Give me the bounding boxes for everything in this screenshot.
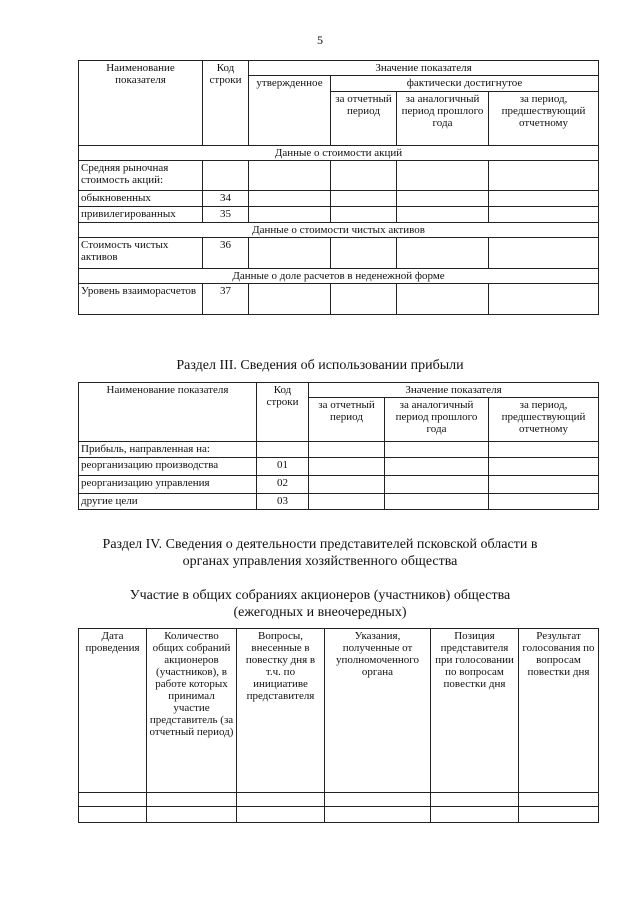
row-code: 37	[203, 284, 249, 315]
header-prev-period: за период, предшествующий отчетному	[489, 398, 599, 442]
header-same-prev: за аналогичный период прошлого года	[397, 92, 489, 146]
table-row	[79, 476, 599, 494]
header-date: Дата проведения	[79, 629, 147, 793]
table-row	[79, 458, 599, 476]
row-code: 03	[257, 494, 309, 510]
row-code: 35	[203, 207, 249, 223]
table-row	[79, 207, 599, 223]
page-number: 5	[317, 33, 323, 47]
section-nonmonetary: Данные о доле расчетов в неденежной форме	[79, 269, 599, 284]
table-row	[79, 191, 599, 207]
table-row	[79, 793, 599, 807]
header-actual: фактически достигнутое	[331, 76, 599, 92]
header-prev-period: за период, предшествующий отчетному	[489, 92, 599, 146]
header-name: Наименование показателя	[79, 383, 257, 442]
header-name: Наименование показателя	[79, 61, 203, 146]
meetings-table	[78, 628, 599, 823]
row-label: Прибыль, направленная на:	[79, 442, 257, 458]
row-code: 02	[257, 476, 309, 494]
header-code: Код строки	[257, 383, 309, 442]
section4-sub-line1: Участие в общих собраниях акционеров (участников) общества	[129, 588, 511, 603]
row-label: Средняя рыночная стоимость акций:	[79, 161, 203, 191]
table-row	[79, 494, 599, 510]
section4-sub-line2: (ежегодных и внеочередных)	[233, 605, 407, 620]
table-row	[79, 161, 599, 191]
row-code: 36	[203, 238, 249, 269]
section4-title-line1: Раздел IV. Сведения о деятельности представителей псковской области в	[102, 537, 538, 552]
row-label: привилегированных	[79, 207, 203, 223]
header-value: Значение показателя	[249, 61, 599, 76]
indicators-table	[78, 60, 599, 315]
header-position: Позиция представителя при голосовании по вопросам повестки дня	[431, 629, 519, 793]
header-instructions: Указания, полученные от уполномоченного органа	[325, 629, 431, 793]
row-label: Уровень взаиморасчетов	[79, 284, 203, 315]
header-questions: Вопросы, внесенные в повестку дня в т.ч. по инициативе представителя	[237, 629, 325, 793]
header-same-prev: за аналогичный период прошлого года	[385, 398, 489, 442]
section4-title-line2: органах управления хозяйственного общества	[182, 554, 458, 569]
section-net-assets: Данные о стоимости чистых активов	[79, 223, 599, 238]
header-count: Количество общих собраний акционеров (участников), в работе которых принимал участие представитель (за отчетный период)	[147, 629, 237, 793]
section-shares: Данные о стоимости акций	[79, 146, 599, 161]
header-period: за отчетный период	[331, 92, 397, 146]
header-code: Код строки	[203, 61, 249, 146]
row-label: реорганизацию управления	[79, 476, 257, 494]
row-label: обыкновенных	[79, 191, 203, 207]
header-value: Значение показателя	[309, 383, 599, 398]
table-row	[79, 284, 599, 315]
table-row	[79, 442, 599, 458]
header-period: за отчетный период	[309, 398, 385, 442]
header-result: Результат голосования по вопросам повестки дня	[519, 629, 599, 793]
row-code: 34	[203, 191, 249, 207]
row-label: реорганизацию производства	[79, 458, 257, 476]
section3-title: Раздел III. Сведения об использовании прибыли	[176, 358, 464, 373]
header-approved: утвержденное	[249, 76, 331, 146]
table-row	[79, 238, 599, 269]
row-label: другие цели	[79, 494, 257, 510]
table-row	[79, 807, 599, 823]
profit-table	[78, 382, 599, 510]
row-code: 01	[257, 458, 309, 476]
row-label: Стоимость чистых активов	[79, 238, 203, 269]
